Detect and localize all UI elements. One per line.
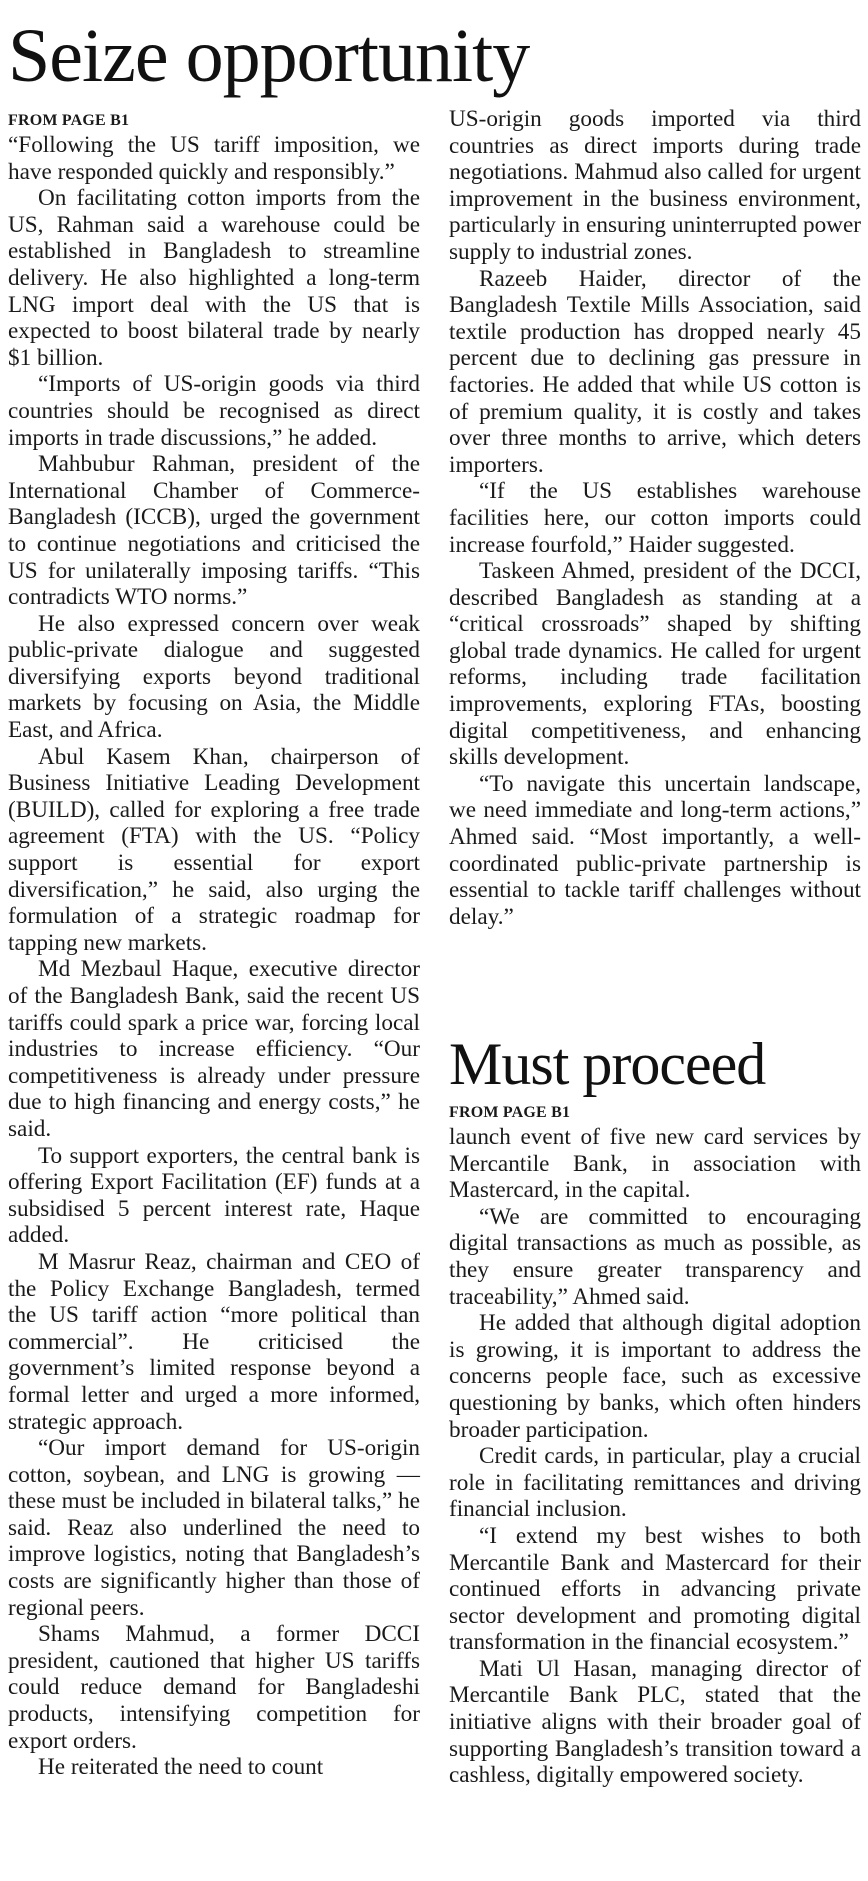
story1-right-column	[449, 106, 861, 930]
paragraph: Taskeen Ahmed, president of the DCCI, described Bangladesh as standing at a “critical crossroads” shaped by shifting global trade dynamics. He called for urgent reforms, including trade facilitation improvements, exploring FTAs, boosting digital competitiveness, and enhancing skills development.	[449, 558, 861, 771]
paragraph: “If the US establishes warehouse facilities here, our cotton imports could increase fourfold,” Haider suggested.	[449, 478, 861, 558]
paragraph: Shams Mahmud, a former DCCI president, cautioned that higher US tariffs could reduce demand for Bangladeshi products, intensifying competition for export orders.	[8, 1621, 420, 1754]
paragraph: M Masrur Reaz, chairman and CEO of the Policy Exchange Bangladesh, termed the US tariff action “more political than commercial”. He criticised the government’s limited response beyond a formal letter and urged a more informed, strategic approach.	[8, 1248, 420, 1435]
jump-line: FROM PAGE B1	[449, 1104, 571, 1121]
story2	[449, 1030, 861, 1789]
paragraph: “I extend my best wishes to both Mercantile Bank and Mastercard for their continued efforts in advancing private sector development and promoting digital transformation in the financial ecosystem.”	[449, 1522, 861, 1656]
paragraph: Md Mezbaul Haque, executive director of the Bangladesh Bank, said the recent US tariffs could spark a price war, forcing local industries to increase efficiency. “Our competitiveness is already under pressure due to high financing and energy costs,” he said.	[8, 956, 420, 1142]
paragraph: “We are committed to encouraging digital transactions as much as possible, as they ensure greater transparency and traceability,” Ahmed said.	[449, 1203, 861, 1310]
paragraph: On facilitating cotton imports from the US, Rahman said a warehouse could be established in Bangladesh to streamline delivery. He also highlighted a long-term LNG import deal with the US that is expected to boost bilateral trade by nearly $1 billion.	[8, 185, 420, 371]
paragraph: Abul Kasem Khan, chairperson of Business Initiative Leading Development (BUILD), called for exploring a free trade agreement (FTA) with the US. “Policy support is essential for export diversification,” he said, also urging the formulation of a strategic roadmap for tapping new markets.	[8, 743, 420, 956]
paragraph: Mati Ul Hasan, managing director of Mercantile Bank PLC, stated that the initiative aligns with their broader goal of supporting Bangladesh’s transition toward a cashless, digitally empowered society.	[449, 1655, 861, 1789]
paragraph: To support exporters, the central bank is offering Export Facilitation (EF) funds at a subsidised 5 percent interest rate, Haque added.	[8, 1142, 420, 1249]
paragraph: “Imports of US-origin goods via third countries should be recognised as direct imports in trade discussions,” he added.	[8, 371, 420, 451]
paragraph: He reiterated the need to count	[38, 1754, 324, 1781]
story-headline-must-proceed: Must proceed	[449, 1031, 766, 1097]
story-headline-seize-opportunity: Seize opportunity	[8, 14, 530, 98]
paragraph: Mahbubur Rahman, president of the International Chamber of Commerce-Bangladesh (ICCB), urged the government to continue negotiations and criticised the US for unilaterally imposing tariffs. “This contradicts WTO norms.”	[8, 451, 420, 611]
paragraph: “Following the US tariff imposition, we have responded quickly and responsibly.”	[8, 132, 420, 185]
paragraph: US-origin goods imported via third countries as direct imports during trade negotiations. Mahmud also called for urgent improvement in the business environment, particularly in ensuring uninterrupted power supply to industrial zones.	[449, 106, 861, 265]
paragraph: Razeeb Haider, director of the Bangladesh Textile Mills Association, said textile production has dropped nearly 45 percent due to declining gas pressure in factories. He added that while US cotton is of premium quality, it is costly and takes over three months to arrive, which deters importers.	[449, 265, 861, 478]
paragraph: “To navigate this uncertain landscape, we need immediate and long-term actions,” Ahmed said. “Most importantly, a well-coordinated public-private partnership is essential to tackle tariff challenges without delay.”	[449, 770, 861, 930]
story1-left-column	[8, 106, 420, 1781]
paragraph: He added that although digital adoption is growing, it is important to address the concerns people face, such as excessive questioning by banks, which often hinders broader participation.	[449, 1310, 861, 1443]
paragraph: Credit cards, in particular, play a crucial role in facilitating remittances and driving financial inclusion.	[449, 1443, 861, 1523]
paragraph: launch event of five new card services by Mercantile Bank, in association with Mastercard, in the capital.	[449, 1124, 861, 1204]
paragraph: He also expressed concern over weak public-private dialogue and suggested diversifying exports beyond traditional markets by focusing on Asia, the Middle East, and Africa.	[8, 610, 420, 744]
jump-line: FROM PAGE B1	[8, 112, 130, 129]
paragraph: “Our import demand for US-origin cotton, soybean, and LNG is growing — these must be included in bilateral talks,” he said. Reaz also underlined the need to improve logistics, noting that Bangladesh’s costs are significantly higher than those of regional peers.	[8, 1435, 420, 1621]
